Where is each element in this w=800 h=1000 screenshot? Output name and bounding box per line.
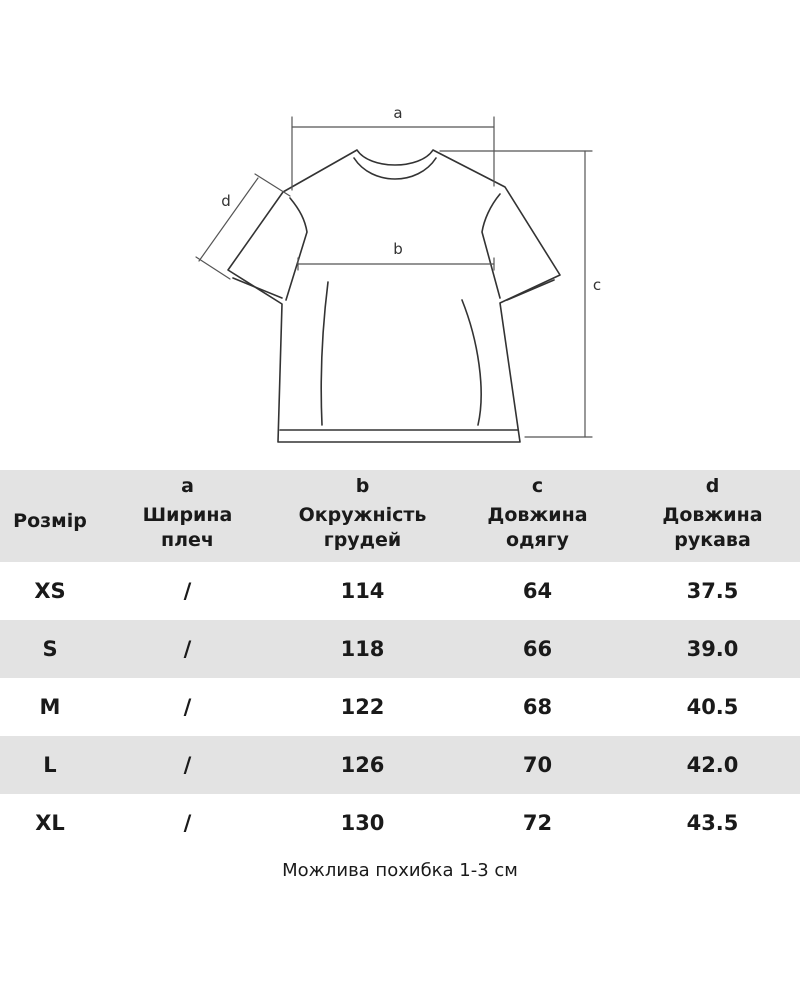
tolerance-note: Можлива похибка 1-3 см <box>282 860 518 881</box>
table-row-l <box>0 736 800 794</box>
sleeve-cell: 39.0 <box>686 637 739 661</box>
chest-cell: 114 <box>340 579 385 603</box>
table-row-xl <box>0 794 800 852</box>
sleeve-hem-right <box>507 280 554 300</box>
body-curve-right <box>462 300 481 425</box>
column-title: Ширина плеч <box>142 504 233 551</box>
dim-d-tick-top <box>255 174 290 196</box>
dim-c-label: c <box>592 276 602 294</box>
column-header-a <box>100 470 275 562</box>
shoulder-seam-left <box>286 198 307 300</box>
column-letter: d <box>705 475 720 497</box>
shoulder-width-cell: / <box>183 579 192 603</box>
sleeve-hem-left <box>233 278 282 298</box>
table-row-s <box>0 620 800 678</box>
body-curve-left <box>321 282 328 425</box>
column-title: Окружність грудей <box>298 504 427 551</box>
dim-d-label: d <box>221 192 231 210</box>
dim-d-tick-bottom <box>196 257 230 279</box>
length-cell: 72 <box>522 811 553 835</box>
chest-cell: 118 <box>340 637 385 661</box>
size-column-header: Розмір <box>13 509 87 532</box>
tshirt-diagram-svg <box>0 0 800 470</box>
sleeve-cell: 37.5 <box>686 579 739 603</box>
sleeve-cell: 40.5 <box>686 695 739 719</box>
shoulder-seam-right <box>482 194 500 298</box>
column-title: Довжина рукава <box>662 504 763 551</box>
dim-b-label: b <box>393 240 403 258</box>
size-table <box>0 470 800 852</box>
column-header-b <box>275 470 450 562</box>
size-cell: L <box>43 753 57 777</box>
column-letter: b <box>355 475 370 497</box>
column-letter: c <box>531 475 544 497</box>
dim-d-line <box>199 178 258 261</box>
chest-cell: 122 <box>340 695 385 719</box>
table-row-xs <box>0 562 800 620</box>
length-cell: 68 <box>522 695 553 719</box>
column-header-c <box>450 470 625 562</box>
table-row-m <box>0 678 800 736</box>
size-cell: XL <box>35 811 65 835</box>
table-header-row <box>0 470 800 562</box>
collar-inner <box>354 158 436 179</box>
length-cell: 70 <box>522 753 553 777</box>
column-header-d <box>625 470 800 562</box>
column-letter: a <box>181 475 194 497</box>
shoulder-width-cell: / <box>183 753 192 777</box>
length-cell: 64 <box>522 579 553 603</box>
length-cell: 66 <box>522 637 553 661</box>
size-cell: XS <box>34 579 66 603</box>
chest-cell: 126 <box>340 753 385 777</box>
tshirt-measurement-diagram <box>0 0 800 470</box>
sleeve-cell: 43.5 <box>686 811 739 835</box>
column-title: Довжина одягу <box>487 504 588 551</box>
sleeve-cell: 42.0 <box>686 753 739 777</box>
shoulder-width-cell: / <box>183 811 192 835</box>
shoulder-width-cell: / <box>183 637 192 661</box>
shoulder-width-cell: / <box>183 695 192 719</box>
chest-cell: 130 <box>340 811 385 835</box>
dim-a-label: a <box>393 104 403 122</box>
size-cell: M <box>39 695 61 719</box>
size-cell: S <box>42 637 58 661</box>
